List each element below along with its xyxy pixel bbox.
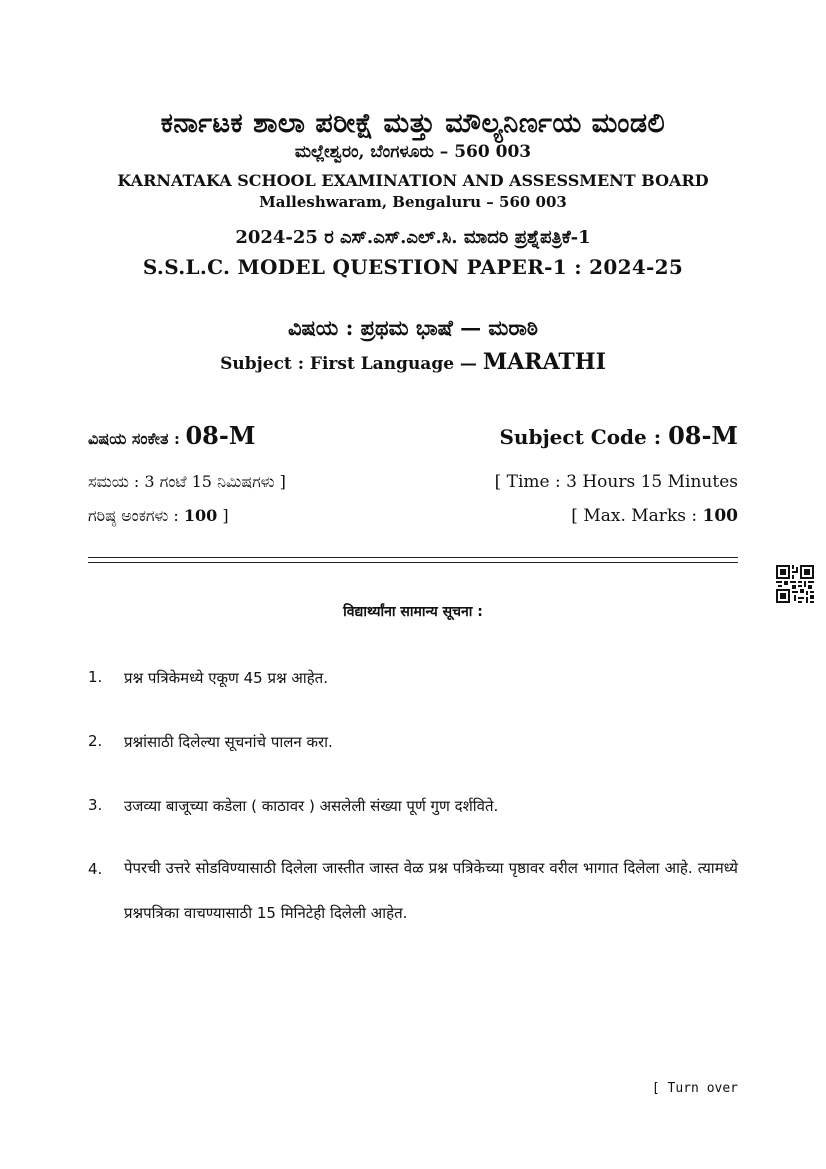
divider-bottom [88,562,738,563]
subject-code-label-english: Subject Code : [499,425,669,449]
subject-code-label-kannada: ವಿಷಯ ಸಂಕೇತ : [88,429,186,448]
marks-english [571,506,738,526]
marks-label-kannada: ಗರಿಷ್ಠ ಅಂಕಗಳು : [88,506,184,525]
marks-value-kannada: 100 [183,506,218,525]
marks-value-english: 100 [702,506,738,526]
qr-code-icon [776,565,814,603]
instruction-number: 1. [88,668,103,686]
board-name-english: KARNATAKA SCHOOL EXAMINATION AND ASSESSMENT BOARD [117,171,709,190]
subject-kannada: ವಿಷಯ : ಪ್ರಥಮ ಭಾಷೆ — ಮರಾಠಿ [287,315,538,340]
subject-code-value-english: 08-M [668,421,738,450]
turn-over-label: [ Turn over [651,1081,738,1096]
instruction-text: उजव्या बाजूच्या कडेला ( काठावर ) असलेली संख्या पूर्ण गुण दर्शविते. [124,797,499,815]
instruction-text: प्रश्न पत्रिकेमध्ये एकूण 45 प्रश्न आहेत. [124,669,328,687]
instruction-text: पेपरची उत्तरे सोडविण्यासाठी दिलेला जास्तीत जास्त वेळ प्रश्न पत्रिकेच्या पृष्ठावर वरील भागात दिलेला आहे. त्यामध्ये प्रश्नपत्रिका वाचण्यासाठी 15 मिनिटेही दिलेली आहेत. [124,859,738,922]
instruction-number: 3. [88,796,103,814]
instruction-text: प्रश्नांसाठी दिलेल्या सूचनांचे पालन करा. [124,733,333,751]
time-kannada: ಸಮಯ : 3 ಗಂಟೆ 15 ನಿಮಿಷಗಳು ] [88,472,286,491]
instruction-number: 2. [88,732,103,750]
subject-code-kannada [88,421,255,450]
paper-title-english: S.S.L.C. MODEL QUESTION PAPER-1 : 2024-25 [142,255,684,279]
marks-suffix-kannada: ] [217,506,229,525]
instruction-number: 4. [88,860,103,878]
subject-code-english [499,421,738,450]
marks-label-english: [ Max. Marks : [571,506,703,526]
divider-top [88,557,738,558]
subject-english-prefix: Subject : First Language — [220,354,483,374]
marks-kannada [88,506,229,526]
board-address-english: Malleshwaram, Bengaluru – 560 003 [259,193,567,211]
subject-code-value-kannada: 08-M [185,421,256,450]
instructions-title: विद्यार्थ्यांना सामान्य सूचना : [343,604,483,620]
subject-english [0,349,826,375]
subject-english-name: MARATHI [482,349,606,375]
paper-title-kannada: 2024-25 ರ ಎಸ್.ಎಸ್.ಎಲ್.ಸಿ. ಮಾದರಿ ಪ್ರಶ್ನೆಪತ್ರಿಕೆ-1 [235,227,591,248]
board-address-kannada: ಮಲ್ಲೇಶ್ವರಂ, ಬೆಂಗಳೂರು – 560 003 [294,142,532,162]
time-english: [ Time : 3 Hours 15 Minutes [494,472,738,492]
board-name-kannada: ಕರ್ನಾಟಕ ಶಾಲಾ ಪರೀಕ್ಷೆ ಮತ್ತು ಮೌಲ್ಯನಿರ್ಣಯ ಮಂಡಲಿ [160,108,666,139]
